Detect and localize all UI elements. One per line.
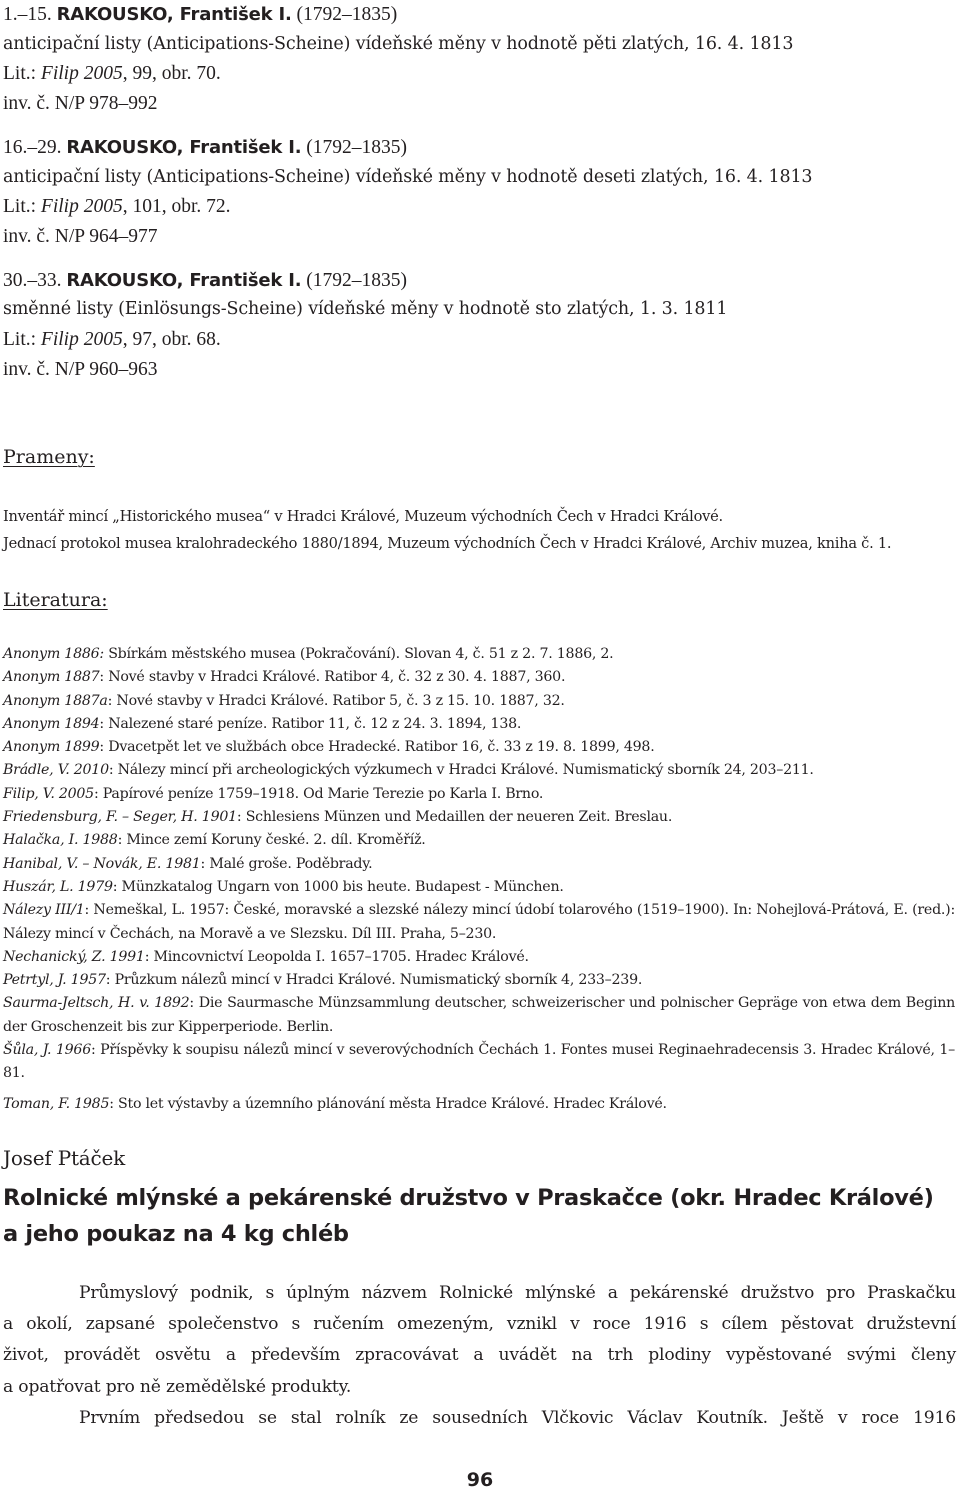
entry-number: 16.–29. [3, 136, 62, 158]
source-item: Inventář mincí „Historického musea“ v Hradci Králové, Muzeum východních Čech v Hradci Králové. [3, 508, 723, 525]
reference-text: Sbírkám městského musea (Pokračování). Slovan 4, č. 51 z 2. 7. 1886, 2. [103, 646, 614, 662]
page-number: 96 [466, 1469, 494, 1491]
reference-item [3, 713, 955, 736]
reference-author: Anonym 1887 [3, 669, 100, 686]
reference-item [3, 1093, 955, 1116]
entry-years: (1792–1835) [306, 269, 408, 291]
reference-text: : Nalezené staré peníze. Ratibor 11, č. 12 z 24. 3. 1894, 138. [99, 715, 522, 732]
entry-literature [3, 192, 953, 222]
reference-text: : Nemeškal, L. 1957: České, moravské a slezské nálezy mincí údobí tolarového (1519–1900). In: Nohejlová-Prátová, E. (red.): Nálezy mincí v Čechách, na Moravě a ve Slezsku. Díl III. Praha, 5–230. [3, 902, 955, 942]
body-line: a opatřovat pro ně zemědělské produkty. [3, 1376, 352, 1397]
reference-text: : Schlesiens Münzen und Medaillen der neueren Zeit. Breslau. [236, 809, 673, 826]
reference-item [3, 992, 955, 1039]
reference-author: Filip, V. 2005 [3, 785, 94, 802]
reference-author: Šůla, J. 1966 [3, 1042, 91, 1059]
reference-item [3, 853, 955, 876]
lit-work: Filip 2005 [40, 196, 123, 218]
reference-author: Saurma-Jeltsch, H. v. 1892 [3, 995, 190, 1012]
reference-item [3, 1039, 955, 1086]
sources-heading: Prameny: [3, 446, 95, 468]
literature-heading: Literatura: [3, 589, 108, 611]
reference-item [3, 969, 955, 992]
reference-text: : Mince zemí Koruny české. 2. díl. Kroměříž. [117, 832, 426, 849]
reference-author: Nechanický, Z. 1991 [3, 948, 145, 965]
reference-author: Brádle, V. 2010 [3, 762, 109, 779]
reference-text: : Nové stavby v Hradci Králové. Ratibor 4, č. 32 z 30. 4. 1887, 360. [99, 669, 566, 686]
reference-item [3, 806, 955, 829]
reference-author: Nálezy III/1 [3, 902, 85, 919]
reference-author: Toman, F. 1985 [3, 1095, 110, 1112]
reference-text: : Papírové peníze 1759–1918. Od Marie Terezie po Karla I. Brno. [93, 785, 544, 802]
article-title-line: Rolnické mlýnské a pekárenské družstvo v Praskačce (okr. Hradec Králové) [3, 1185, 934, 1211]
reference-text: : Nové stavby v Hradci Králové. Ratibor 5, č. 3 z 15. 10. 1887, 32. [107, 692, 565, 709]
reference-item [3, 666, 955, 689]
lit-prefix: Lit.: [3, 63, 41, 85]
entry-heading: RAKOUSKO, František I. [56, 4, 292, 25]
entry-literature [3, 59, 953, 89]
literature-list [3, 643, 955, 1116]
reference-item [3, 946, 955, 969]
entry-years: (1792–1835) [306, 136, 408, 158]
body-line: Průmyslový podnik, s úplným názvem Rolnické mlýnské a pekárenské družstvo pro Praskačku [79, 1283, 956, 1303]
reference-author: Anonym 1886: [3, 646, 104, 662]
entry-description: směnné listy (Einlösungs-Scheine) vídeňské měny v hodnotě sto zlatých, 1. 3. 1811 [3, 299, 728, 320]
reference-text: : Malé groše. Poděbrady. [200, 855, 373, 872]
reference-text: : Dvacetpět let ve službách obce Hradecké. Ratibor 16, č. 33 z 19. 8. 1899, 498. [99, 739, 655, 756]
entry-literature [3, 325, 953, 355]
entry-inventory: inv. č. N/P 978–992 [3, 93, 158, 115]
article-author: Josef Ptáček [3, 1146, 126, 1170]
entry-description: anticipační listy (Anticipations-Scheine) vídeňské měny v hodnotě deseti zlatých, 16. 4. 1813 [3, 166, 813, 187]
reference-author: Anonym 1894 [3, 715, 100, 732]
reference-text: : Die Saurmasche Münzsammlung deutscher, schweizerischer und polnischer Gepräge von etwa dem Beginn der Groschenzeit bis zur Kipperperiode. Berlin. [3, 995, 955, 1035]
entry-heading-line [3, 0, 953, 30]
entry-inventory: inv. č. N/P 964–977 [3, 225, 158, 247]
reference-text: : Münzkatalog Ungarn von 1000 bis heute. Budapest - München. [112, 878, 564, 895]
reference-item [3, 736, 955, 759]
article-body [3, 1278, 956, 1434]
entry-number: 30.–33. [3, 269, 62, 291]
reference-item [3, 690, 955, 713]
reference-item [3, 783, 955, 806]
entry-description: anticipační listy (Anticipations-Scheine) vídeňské měny v hodnotě pěti zlatých, 16. 4. 1813 [3, 33, 794, 54]
catalog-entry [3, 133, 953, 252]
reference-item [3, 643, 955, 666]
entry-inventory: inv. č. N/P 960–963 [3, 358, 158, 380]
reference-text: : Průzkum nálezů mincí v Hradci Králové. Numismatický sborník 4, 233–239. [105, 972, 643, 989]
reference-text: : Nálezy mincí při archeologických výzkumech v Hradci Králové. Numismatický sborník 24, 203–211. [108, 762, 814, 779]
lit-work: Filip 2005 [40, 329, 123, 351]
entry-heading-line [3, 133, 953, 163]
reference-author: Friedensburg, F. – Seger, H. 1901 [3, 809, 237, 826]
reference-author: Halačka, I. 1988 [3, 832, 118, 849]
reference-text: : Mincovnictví Leopolda I. 1657–1705. Hradec Králové. [144, 948, 529, 965]
body-line: Prvním předsedou se stal rolník ze sousedních Vlčkovic Václav Koutník. Ještě v roce 1916 [79, 1407, 956, 1428]
lit-prefix: Lit.: [3, 329, 41, 351]
reference-item [3, 829, 955, 852]
body-line: a okolí, zapsané společenstvo s ručením omezeným, vznikl v roce 1916 s cílem pěstovat družstevní [3, 1314, 956, 1335]
reference-item [3, 899, 955, 946]
reference-author: Anonym 1887a [3, 692, 108, 709]
entry-heading: RAKOUSKO, František I. [66, 136, 302, 158]
entry-heading: RAKOUSKO, František I. [66, 269, 302, 291]
lit-rest: , 99, obr. 70. [122, 63, 221, 85]
lit-prefix: Lit.: [3, 196, 41, 218]
reference-author: Hanibal, V. – Novák, E. 1981 [3, 855, 201, 872]
catalog-entry [3, 0, 953, 119]
lit-work: Filip 2005 [40, 63, 123, 85]
body-line: život, provádět osvětu a především zpracovávat a uvádět na trh plodiny vypěstované svými členy [3, 1345, 956, 1366]
reference-author: Anonym 1899 [3, 739, 100, 756]
reference-author: Petrtyl, J. 1957 [3, 972, 106, 989]
lit-rest: , 97, obr. 68. [122, 329, 221, 351]
source-item: Jednací protokol musea kralohradeckého 1880/1894, Muzeum východních Čech v Hradci Králové, Archiv muzea, kniha č. 1. [3, 535, 892, 552]
lit-rest: , 101, obr. 72. [122, 196, 231, 218]
reference-text: : Příspěvky k soupisu nálezů mincí v severovýchodních Čechách 1. Fontes musei Reginaehradecensis 3. Hradec Králové, 1–81. [3, 1042, 955, 1082]
article-title [3, 1180, 955, 1252]
article-title-line: a jeho poukaz na 4 kg chléb [3, 1221, 349, 1247]
reference-author: Huszár, L. 1979 [3, 878, 113, 895]
reference-item [3, 876, 955, 899]
entry-heading-line [3, 266, 953, 296]
catalog-entries [3, 0, 953, 398]
reference-text: : Sto let výstavby a územního plánování města Hradce Králové. Hradec Králové. [109, 1095, 667, 1112]
entry-number: 1.–15. [3, 4, 52, 25]
reference-item [3, 759, 955, 782]
catalog-entry [3, 266, 953, 385]
entry-years: (1792–1835) [296, 4, 398, 25]
sources-list [3, 503, 953, 557]
